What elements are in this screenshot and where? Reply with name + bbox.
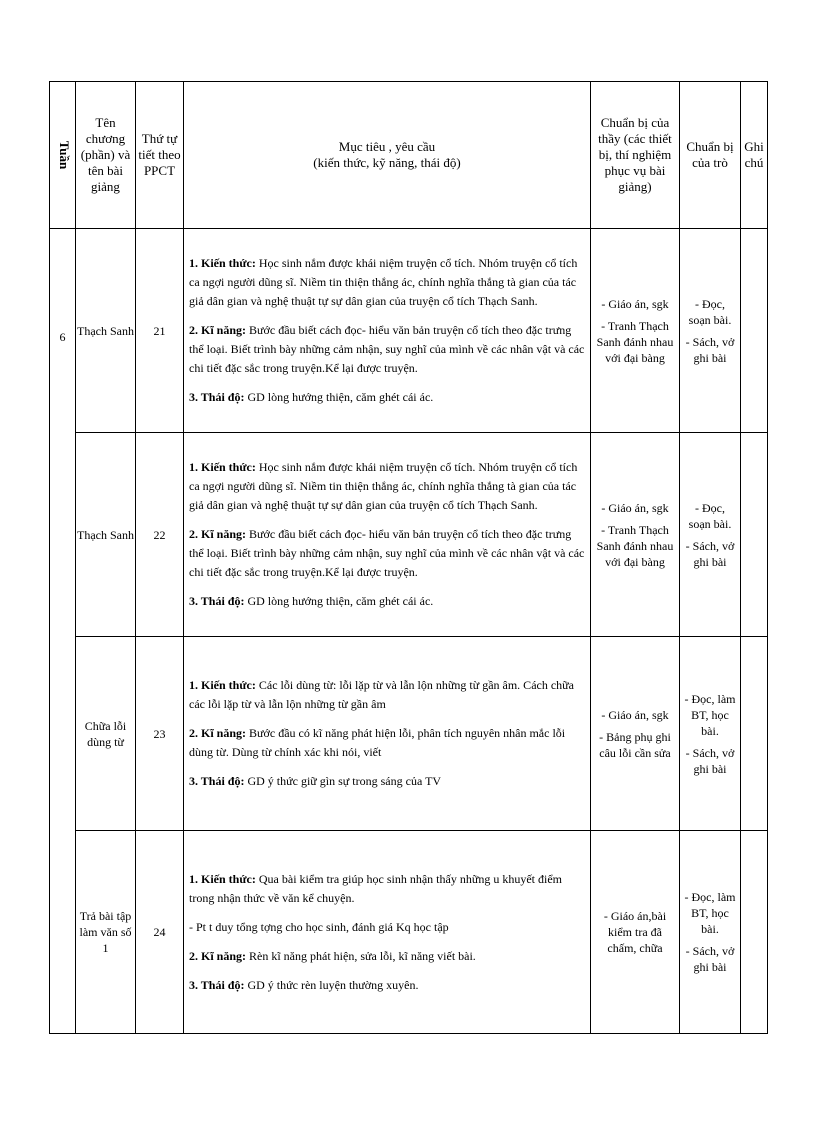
teacher-prep-cell [591, 229, 680, 433]
teacher-prep-item: - Giáo án, sgk [601, 296, 669, 311]
period-number: 23 [136, 637, 184, 831]
table-row [50, 433, 768, 637]
goal-skills: 2. Kĩ năng: Bước đầu biết cách đọc- hiểu văn bản truyện cổ tích theo đặc trưng thể loại. Biết trình bày những cảm nhận, suy nghĩ của mình về các nhân vật và các chi tiết đặc sắc trong truyện.Kể lại được truyện. [189, 527, 585, 579]
student-prep-item: - Đọc, soạn bài. [688, 296, 732, 327]
student-prep-item: - Đọc, soạn bài. [688, 500, 732, 531]
goal-attitude: 3. Thái độ: GD lòng hướng thiện, căm ghét cái ác. [189, 594, 434, 608]
student-prep-item: - Sách, vở ghi bài [685, 334, 735, 365]
goal-attitude: 3. Thái độ: GD ý thức giữ gìn sự trong sáng của TV [189, 774, 442, 788]
teacher-prep-item: - Bảng phụ ghi câu lỗi cần sửa [599, 729, 671, 760]
header-objectives [184, 82, 591, 229]
goal-note: - Pt t duy tổng tợng cho học sinh, đánh giá Kq học tập [189, 919, 449, 934]
period-number: 21 [136, 229, 184, 433]
goal-skills: 2. Kĩ năng: Bước đầu có kĩ năng phát hiện lỗi, phân tích nguyên nhân mắc lỗi dùng từ. Dùng từ chính xác khi nói, viết [189, 726, 566, 759]
lesson-plan-table [49, 81, 768, 1034]
student-prep-cell [680, 433, 741, 637]
teacher-prep-item: - Tranh Thạch Sanh đánh nhau với đại bàng [596, 522, 674, 569]
teacher-prep-item: - Giáo án,bài kiểm tra đã chấm, chữa [603, 909, 667, 955]
table-row [50, 637, 768, 831]
notes-cell [741, 433, 768, 637]
teacher-prep-cell [591, 637, 680, 831]
goal-knowledge: 1. Kiến thức: Qua bài kiểm tra giúp học sinh nhận thấy những u khuyết điểm trong nhận thức về văn kể chuyện. [189, 871, 562, 905]
student-prep-item: - Đọc, làm BT, học bài. [684, 691, 736, 738]
header-student-prep: Chuẩn bị của trò [680, 82, 741, 229]
notes-cell [741, 637, 768, 831]
teacher-prep-item: - Giáo án, sgk [601, 707, 669, 722]
lesson-name: Thạch Sanh [76, 229, 136, 433]
objectives-cell [184, 433, 591, 637]
header-objectives-sub: (kiến thức, kỹ năng, thái độ) [313, 155, 461, 170]
period-number: 22 [136, 433, 184, 637]
student-prep-item: - Sách, vở ghi bài [685, 944, 735, 974]
teacher-prep-item: - Giáo án, sgk [601, 500, 669, 515]
goal-knowledge: 1. Kiến thức: Học sinh nắm được khái niệm truyện cổ tích. Nhóm truyện cổ tích ca ngợi người dũng sĩ. Niềm tin thiện thắng ác, chính nghĩa thắng tà gian của tác giả dân gian và nghệ thuật tự sự dân gian của truyện cổ tích Thạch Sanh. [189, 460, 578, 512]
student-prep-cell [680, 831, 741, 1034]
header-row [50, 82, 768, 229]
notes-cell [741, 831, 768, 1034]
lesson-name: Chữa lỗi dùng từ [76, 637, 136, 831]
teacher-prep-cell [591, 433, 680, 637]
table-row [50, 831, 768, 1034]
table-row [50, 229, 768, 433]
objectives-cell [184, 831, 591, 1034]
header-teacher-prep: Chuẩn bị của thầy (các thiết bị, thí nghiệm phục vụ bài giảng) [591, 82, 680, 229]
goal-knowledge: 1. Kiến thức: Các lỗi dùng từ: lỗi lặp từ và lẫn lộn những từ gần âm. Cách chữa các lỗi lặp từ và lẫn lộn những từ gần âm [189, 678, 574, 711]
goal-skills: 2. Kĩ năng: Bước đầu biết cách đọc- hiểu văn bản truyện cổ tích theo đặc trưng thể loại. Biết trình bày những cảm nhận, suy nghĩ của mình về các nhân vật và các chi tiết đặc sắc trong truyện.Kể lại được truyện. [189, 323, 585, 375]
header-week [50, 82, 76, 229]
goal-knowledge: 1. Kiến thức: Học sinh nắm được khái niệm truyện cổ tích. Nhóm truyện cổ tích ca ngợi người dũng sĩ. Niềm tin thiện thắng ác, chính nghĩa thắng tà gian của tác giả dân gian và nghệ thuật tự sự dân gian của truyện cổ tích Thạch Sanh. [189, 256, 578, 308]
lesson-name: Thạch Sanh [76, 433, 136, 637]
student-prep-item: - Sách, vở ghi bài [685, 538, 735, 569]
student-prep-cell [680, 229, 741, 433]
period-number: 24 [136, 831, 184, 1034]
header-objectives-title: Mục tiêu , yêu cầu [338, 139, 436, 154]
goal-attitude: 3. Thái độ: GD ý thức rèn luyện thường xuyên. [189, 977, 419, 992]
goal-attitude: 3. Thái độ: GD lòng hướng thiện, căm ghét cái ác. [189, 390, 434, 404]
header-notes: Ghi chú [741, 82, 768, 229]
teacher-prep-cell [591, 831, 680, 1034]
objectives-cell [184, 637, 591, 831]
lesson-name: Trả bài tập làm văn số 1 [76, 831, 136, 1034]
notes-cell [741, 229, 768, 433]
objectives-cell [184, 229, 591, 433]
student-prep-item: - Đọc, làm BT, học bài. [684, 890, 736, 936]
goal-skills: 2. Kĩ năng: Rèn kĩ năng phát hiện, sửa lỗi, kĩ năng viết bài. [189, 948, 476, 963]
header-chapter: Tên chương (phần) và tên bài giảng [76, 82, 136, 229]
header-week-label: Tuần [57, 140, 73, 170]
student-prep-cell [680, 637, 741, 831]
week-cell: 6 [50, 229, 76, 1034]
student-prep-item: - Sách, vở ghi bài [685, 745, 735, 776]
header-period: Thứ tự tiết theo PPCT [136, 82, 184, 229]
teacher-prep-item: - Tranh Thạch Sanh đánh nhau với đại bàng [596, 318, 674, 365]
